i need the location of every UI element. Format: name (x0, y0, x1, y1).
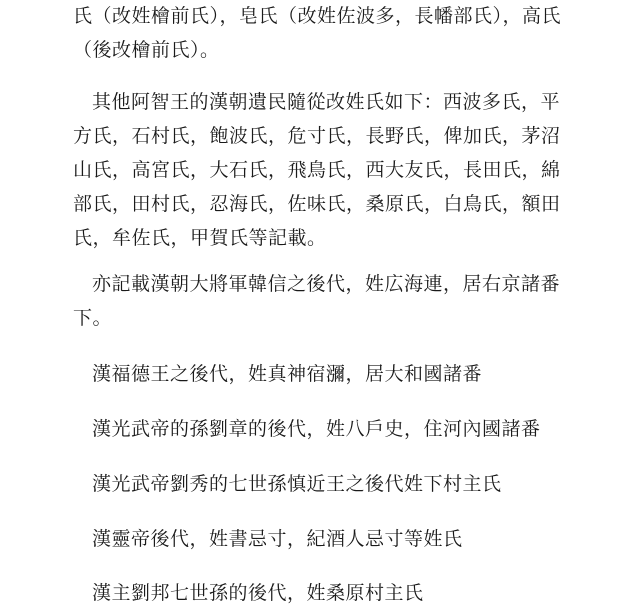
paragraph-surname-changes: 氏（改姓檜前氏），皂氏（改姓佐波多，長幡部氏），高氏（後改檜前氏）。 (73, 5, 562, 61)
paragraph-achi-descendants: 其他阿智王的漢朝遺民隨從改姓氏如下：西波多氏，平方氏，石村氏，飽波氏，危寸氏，長野氏，俾加氏，茅沼山氏，高宮氏，大石氏，飛鳥氏，西大友氏，長田氏，綿部氏，田村氏，忍海氏，佐味氏，桑原氏，白鳥氏，額田氏，牟佐氏，甲賀氏等記載。 (73, 91, 561, 249)
lineage-line-2: 漢光武帝的孫劉章的後代，姓八戶史，住河內國諸番 (92, 418, 541, 440)
lineage-line-3: 漢光武帝劉秀的七世孫慎近王之後代姓下村主氏 (92, 473, 502, 495)
paragraph-han-xin-descendants: 亦記載漢朝大將軍韓信之後代，姓広海連，居右京諸番下。 (73, 273, 561, 329)
lineage-line-1: 漢福德王之後代，姓真神宿瀰，居大和國諸番 (92, 363, 483, 385)
lineage-line-4: 漢靈帝後代，姓書忌寸，紀酒人忌寸等姓氏 (92, 528, 463, 550)
lineage-line-5: 漢主劉邦七世孫的後代，姓桑原村主氏 (92, 582, 424, 604)
